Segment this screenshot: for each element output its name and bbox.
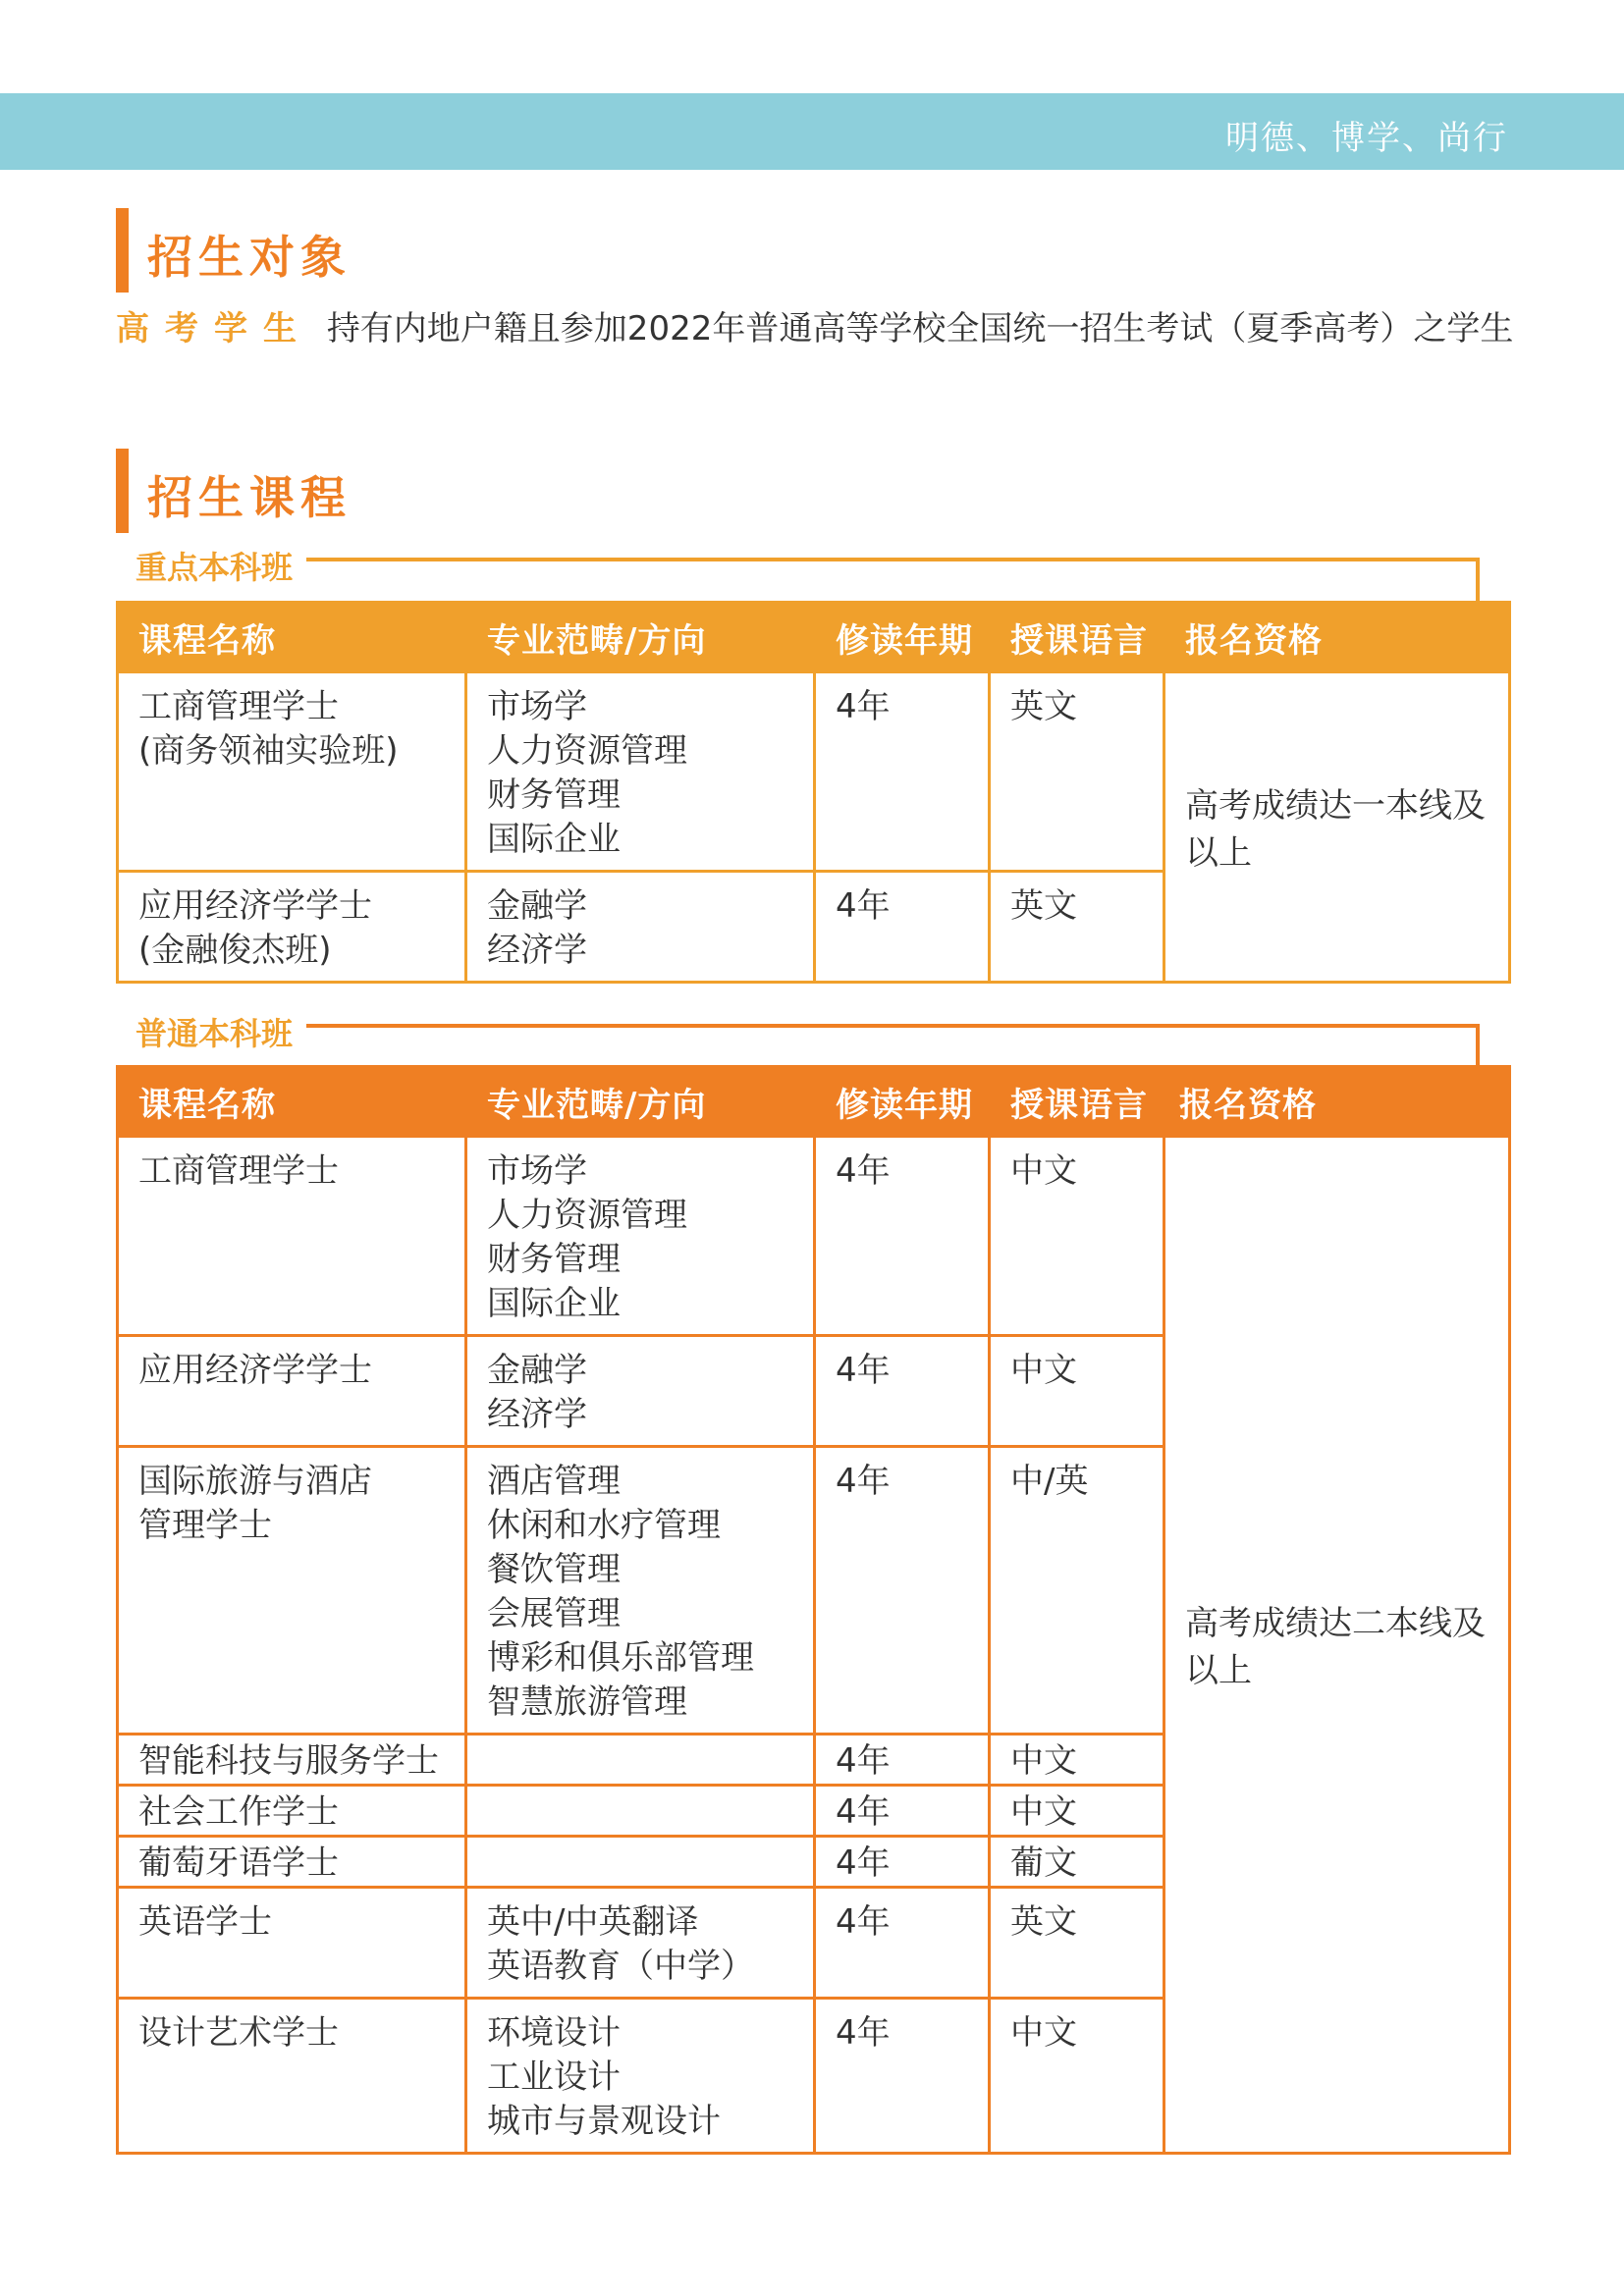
section-title-text: 招生课程 (147, 471, 352, 524)
course-name (118, 1137, 466, 1336)
course-language: 葡文 (990, 1837, 1164, 1888)
course-majors-line: 城市与景观设计 (487, 2102, 721, 2141)
course-years: 4年 (815, 1137, 990, 1336)
course-majors-line: 国际企业 (487, 820, 621, 859)
col-header-major: 专业范畴/方向 (466, 1067, 815, 1137)
col-header-years: 修读年期 (815, 603, 990, 672)
course-name-line: 工商管理学士 (138, 687, 339, 726)
course-years: 4年 (815, 1447, 990, 1735)
course-name (118, 1999, 466, 2154)
course-language: 中文 (990, 1137, 1164, 1336)
course-years: 4年 (815, 1888, 990, 1999)
target-text: 持有内地户籍且参加2022年普通高等学校全国统一招生考试（夏季高考）之学生 (326, 309, 1514, 348)
col-header-name: 课程名称 (118, 603, 466, 672)
course-majors-line: 人力资源管理 (487, 1196, 687, 1235)
course-name-line: (金融俊杰班) (138, 931, 332, 970)
course-majors-line: 人力资源管理 (487, 731, 687, 771)
course-years: 4年 (815, 1786, 990, 1837)
course-majors-line: 餐饮管理 (487, 1550, 621, 1589)
course-name-line: 国际旅游与酒店 (138, 1462, 372, 1501)
course-years: 4年 (815, 1999, 990, 2154)
course-majors (466, 1137, 815, 1336)
course-years: 4年 (815, 872, 990, 983)
course-majors (466, 1447, 815, 1735)
course-years: 4年 (815, 1837, 990, 1888)
section-title-text: 招生对象 (147, 231, 352, 284)
course-language: 中文 (990, 1999, 1164, 2154)
course-majors-line: 会展管理 (487, 1594, 621, 1633)
col-header-language: 授课语言 (990, 1067, 1164, 1137)
table-header-row (118, 603, 1510, 672)
course-years: 4年 (815, 672, 990, 872)
course-name (118, 1786, 466, 1837)
course-name-line: 应用经济学学士 (138, 1351, 372, 1390)
subheading-key-program: 重点本科班 (135, 543, 306, 588)
course-majors-line: 经济学 (487, 1395, 587, 1434)
target-row (116, 301, 1513, 349)
course-name (118, 1336, 466, 1447)
col-header-qualification: 报名资格 (1164, 1067, 1510, 1137)
course-language: 中/英 (990, 1447, 1164, 1735)
col-header-name: 课程名称 (118, 1067, 466, 1137)
course-majors-line: 经济学 (487, 931, 587, 970)
course-language: 英文 (990, 672, 1164, 872)
course-language: 中文 (990, 1786, 1164, 1837)
section-marker (116, 208, 129, 293)
course-majors-line: 博彩和俱乐部管理 (487, 1638, 754, 1678)
subheading-bracket (285, 1024, 1480, 1067)
table-row (118, 672, 1510, 872)
subheading-bracket (285, 558, 1480, 601)
course-name-line: 管理学士 (138, 1506, 272, 1545)
col-header-major: 专业范畴/方向 (466, 603, 815, 672)
course-name-line: 葡萄牙语学士 (138, 1843, 339, 1883)
course-name-line: 智能科技与服务学士 (138, 1741, 439, 1781)
course-name (118, 1447, 466, 1735)
course-language: 英文 (990, 872, 1164, 983)
header-band (0, 93, 1624, 170)
course-qualification: 高考成绩达二本线及以上 (1164, 1137, 1510, 2154)
col-header-years: 修读年期 (815, 1067, 990, 1137)
course-name (118, 672, 466, 872)
course-majors-line: 金融学 (487, 886, 587, 926)
course-name-line: (商务领袖实验班) (138, 731, 399, 771)
course-majors-line: 工业设计 (487, 2057, 621, 2097)
course-majors (466, 1336, 815, 1447)
table-header-row (118, 1067, 1510, 1137)
course-name-line: 英语学士 (138, 1902, 272, 1942)
course-majors (466, 1735, 815, 1786)
course-language: 英文 (990, 1888, 1164, 1999)
course-language: 中文 (990, 1735, 1164, 1786)
course-name (118, 1888, 466, 1999)
course-majors-line: 环境设计 (487, 2013, 621, 2053)
course-majors-line: 智慧旅游管理 (487, 1682, 687, 1722)
course-years: 4年 (815, 1735, 990, 1786)
col-header-qualification: 报名资格 (1164, 603, 1510, 672)
course-majors-line: 市场学 (487, 687, 587, 726)
course-name (118, 1735, 466, 1786)
key-program-table (116, 601, 1511, 984)
course-years: 4年 (815, 1336, 990, 1447)
course-majors (466, 1786, 815, 1837)
course-majors-line: 国际企业 (487, 1284, 621, 1323)
course-majors-line: 市场学 (487, 1151, 587, 1191)
course-majors (466, 1837, 815, 1888)
course-name-line: 社会工作学士 (138, 1792, 339, 1832)
course-majors (466, 872, 815, 983)
course-majors-line: 休闲和水疗管理 (487, 1506, 721, 1545)
course-majors-line: 英中/中英翻译 (487, 1902, 699, 1942)
course-name (118, 872, 466, 983)
course-majors-line: 财务管理 (487, 1240, 621, 1279)
course-name-line: 工商管理学士 (138, 1151, 339, 1191)
course-majors-line: 酒店管理 (487, 1462, 621, 1501)
course-majors-line: 金融学 (487, 1351, 587, 1390)
table-row (118, 1137, 1510, 1336)
course-majors-line: 英语教育（中学） (487, 1947, 754, 1986)
course-majors (466, 1888, 815, 1999)
course-name (118, 1837, 466, 1888)
course-majors (466, 1999, 815, 2154)
course-name-line: 设计艺术学士 (138, 2013, 339, 2053)
regular-program-table (116, 1065, 1511, 2155)
col-header-language: 授课语言 (990, 603, 1164, 672)
section-marker (116, 449, 129, 533)
course-majors-line: 财务管理 (487, 775, 621, 815)
course-language: 中文 (990, 1336, 1164, 1447)
target-label: 高考学生 (116, 309, 312, 348)
motto: 明德、博学、尚行 (1225, 119, 1508, 158)
subheading-regular-program: 普通本科班 (135, 1009, 306, 1054)
course-name-line: 应用经济学学士 (138, 886, 372, 926)
course-majors (466, 672, 815, 872)
course-qualification: 高考成绩达一本线及以上 (1164, 672, 1510, 983)
